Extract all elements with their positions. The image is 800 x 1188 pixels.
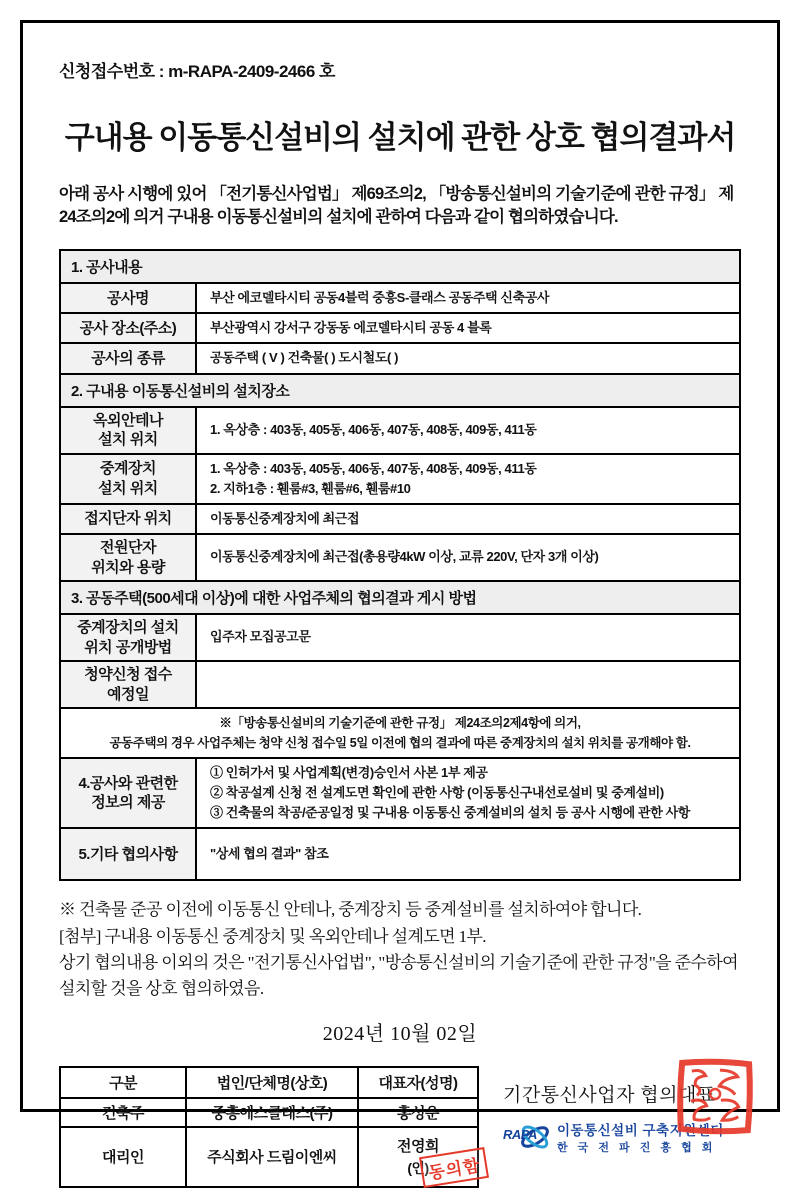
organization-subname: 한 국 전 파 진 흥 협 회	[557, 1141, 716, 1154]
row-construction-name	[61, 282, 739, 312]
seal-placeholder: (인)	[407, 1160, 429, 1177]
signature-row-owner	[61, 1097, 477, 1126]
label-text: 공사의 종류	[91, 349, 165, 367]
label-line: 설치 위치	[98, 431, 158, 449]
row-value	[197, 344, 739, 372]
value-text: 공동주택 ( V ) 건축물( ) 도시철도( )	[210, 350, 399, 366]
value-text: 이동통신중계장치에 최근접(총용량4kW 이상, 교류 220V, 단자 3개 이상)	[210, 549, 599, 565]
agreement-table	[59, 249, 741, 881]
approval-block	[479, 1066, 741, 1188]
representative-name: 전영희	[397, 1138, 439, 1156]
notice-line: 공동주택의 경우 사업주체는 청약 신청 접수일 5일 이전에 협의 결과에 따른 중계장치의 설치 위치를 공개해야 함.	[109, 736, 691, 751]
cell-company: 주식회사 드림이엔씨	[187, 1128, 359, 1186]
value-line: ③ 건축물의 착공/준공일정 및 구내용 이동통신 중계설비의 설치 등 공사 시행에 관한 사항	[210, 805, 690, 821]
row-value	[197, 535, 739, 580]
row-disclosure-method	[61, 613, 739, 660]
section-1-header	[61, 251, 739, 282]
label-line: 전원단자	[100, 539, 156, 557]
document-title: 구내용 이동통신설비의 설치에 관한 상호 협의결과서	[64, 120, 736, 155]
notice-line: ※「방송통신설비의 기술기준에 관한 규정」 제24조의2제4항에 의거,	[219, 716, 581, 731]
label-line: 중계장치의 설치	[77, 619, 179, 637]
signature-row-agent	[61, 1126, 483, 1186]
section-title: 1. 공사내용	[61, 251, 739, 282]
label-line: 예정일	[107, 685, 149, 703]
row-label	[61, 759, 197, 827]
intro-paragraph: 아래 공사 시행에 있어 「전기통신사업법」 제69조의2, 「방송통신설비의 기술기준에 관한 규정」 제24조의2에 의거 구내용 이동통신설비의 설치에 관하여 다음과 같이 협의하였습니다.	[59, 185, 734, 227]
row-value	[197, 829, 739, 879]
rapa-logo-icon	[503, 1120, 555, 1154]
row-value	[197, 314, 739, 342]
row-ground-terminal	[61, 503, 739, 533]
row-construction-type	[61, 342, 739, 372]
row-value	[197, 284, 739, 312]
row-label	[61, 344, 197, 372]
rapa-logo-text: RAPA	[503, 1126, 537, 1142]
row-repeater-location	[61, 453, 739, 503]
label-text: 공사명	[107, 289, 149, 307]
cell-representative: 홍성운	[397, 1104, 439, 1122]
row-subscription-date	[61, 660, 739, 707]
application-number: 신청접수번호 : m-RAPA-2409-2466 호	[59, 62, 335, 81]
value-text: 부산광역시 강서구 강동동 에코델타시티 공동 4 블록	[210, 320, 492, 336]
row-value	[197, 615, 739, 660]
label-line: 위치 공개방법	[84, 638, 172, 656]
approval-title: 기간통신사업자 협의대표	[503, 1084, 716, 1106]
row-construction-address	[61, 312, 739, 342]
footer-note: 상기 협의내용 이외의 것은 "전기통신사업법", "방송통신설비의 기술기준에 관한 규정"을 준수하여 설치할 것을 상호 협의하였음.	[59, 953, 738, 999]
label-line: 4.공사와 관련한	[78, 774, 178, 792]
section-3-header	[61, 580, 739, 613]
value-line: 2. 지하1층 : 휀룸#3, 휀룸#6, 휀룸#10	[210, 480, 411, 496]
value-text: 이동통신중계장치에 최근접	[210, 510, 360, 526]
value-line: 1. 옥상층 : 403동, 405동, 406동, 407동, 408동, 409동, 411동	[210, 460, 537, 476]
row-value	[197, 455, 739, 503]
label-text: 5.기타 협의사항	[78, 845, 178, 863]
row-value	[197, 662, 739, 707]
value-text: 1. 옥상층 : 403동, 405동, 406동, 407동, 408동, 409동, 411동	[210, 422, 537, 438]
agreement-stamp: 동의함	[419, 1147, 489, 1188]
section-title: 3. 공동주택(500세대 이상)에 대한 사업주체의 협의결과 게시 방법	[61, 582, 739, 613]
row-regulation-notice	[61, 707, 739, 757]
row-label	[61, 314, 197, 342]
row-antenna-location	[61, 406, 739, 453]
row-label	[61, 829, 197, 879]
organization-name: 이동통신설비 구축지원센터	[557, 1122, 724, 1138]
value-text: 입주자 모집공고문	[210, 629, 311, 645]
signature-header-row	[61, 1068, 477, 1097]
footer-note: ※ 건축물 준공 이전에 이동통신 안테나, 중계장치 등 중계설비를 설치하여야 합니다.	[59, 900, 642, 920]
row-label	[61, 408, 197, 453]
cell-company: 중흥에스클래스(주)	[187, 1099, 359, 1126]
cell-category: 대리인	[61, 1128, 187, 1186]
row-label	[61, 535, 197, 580]
row-label	[61, 615, 197, 660]
value-line: ② 착공설계 신청 전 설계도면 확인에 관한 사항 (이동통신구내선로설비 및 중계설비)	[210, 785, 664, 801]
label-line: 정보의 제공	[91, 794, 165, 812]
label-line: 위치와 용량	[91, 558, 165, 576]
section-2-header	[61, 373, 739, 406]
row-info-provision	[61, 757, 739, 827]
document-date: 2024년 10월 02일	[322, 1022, 478, 1045]
col-header-representative: 대표자(성명)	[378, 1074, 458, 1092]
row-value	[197, 408, 739, 453]
value-text: "상세 협의 결과" 참조	[210, 846, 329, 862]
value-text: 부산 에코델타시티 공동4블럭 중흥S-클래스 공동주택 신축공사	[210, 290, 550, 306]
row-power-terminal	[61, 533, 739, 580]
row-value	[197, 759, 739, 827]
cell-category: 건축주	[61, 1099, 187, 1126]
footer-notes	[59, 897, 741, 1002]
row-label	[61, 455, 197, 503]
value-line: ① 인허가서 및 사업계획(변경)승인서 사본 1부 제공	[210, 765, 488, 781]
col-header-company: 법인/단체명(상호)	[187, 1068, 359, 1097]
col-header-category: 구분	[61, 1068, 187, 1097]
signature-area	[59, 1066, 741, 1188]
label-text: 접지단자 위치	[84, 510, 172, 528]
label-line: 옥외안테나	[93, 411, 163, 429]
cell-representative	[359, 1128, 483, 1186]
seal-line	[407, 1156, 483, 1184]
label-line: 청약신청 접수	[84, 666, 172, 684]
row-label	[61, 662, 197, 707]
label-text: 공사 장소(주소)	[79, 319, 177, 337]
row-label	[61, 284, 197, 312]
corporate-seal-stamp-icon	[674, 1054, 757, 1137]
regulation-notice	[61, 709, 739, 757]
label-line: 설치 위치	[98, 479, 158, 497]
signature-table	[59, 1066, 483, 1188]
footer-note: [첨부] 구내용 이동통신 중계장치 및 옥외안테나 설계도면 1부.	[59, 926, 486, 946]
document-page	[20, 20, 780, 1184]
section-title: 2. 구내용 이동통신설비의 설치장소	[61, 375, 739, 406]
label-line: 중계장치	[100, 460, 156, 478]
row-value	[197, 505, 739, 533]
row-label	[61, 505, 197, 533]
row-other-matters	[61, 827, 739, 879]
